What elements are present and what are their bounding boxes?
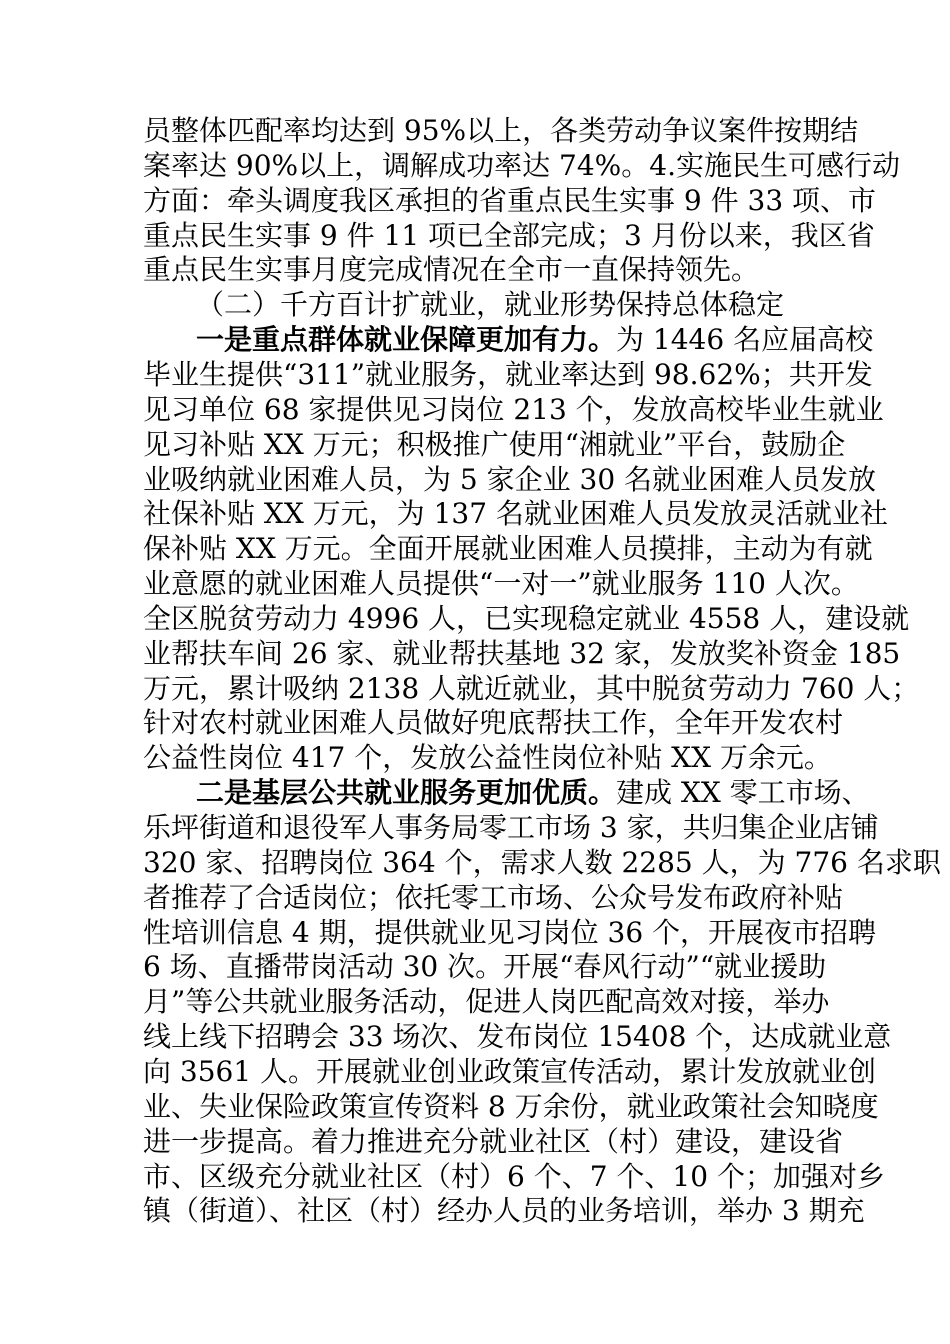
text-line bbox=[196, 322, 874, 358]
text-line bbox=[143, 601, 910, 637]
text-line bbox=[143, 880, 844, 916]
text-line bbox=[143, 566, 859, 602]
text-segment: 案率达 90%以上，调解成功率达 74%。4.实施民生可感行动 bbox=[143, 148, 900, 182]
text-segment: 月”等公共就业服务活动，促进人岗匹配高效对接，举办 bbox=[143, 985, 830, 1019]
text-segment: 重点民生实事 9 件 11 项已全部完成；3 月份以来，我区省 bbox=[143, 218, 875, 252]
text-segment: 毕业生提供“311”就业服务，就业率达到 98.62%；共开发 bbox=[143, 357, 873, 391]
text-line bbox=[143, 1193, 865, 1229]
text-segment: 全区脱贫劳动力 4996 人，已实现稳定就业 4558 人，建设就 bbox=[143, 601, 910, 635]
text-line bbox=[143, 218, 875, 254]
text-line bbox=[143, 113, 859, 149]
bold-lead-phrase: 二是基层公共就业服务更加优质。 bbox=[196, 776, 617, 810]
text-segment: 社保补贴 XX 万元，为 137 名就业困难人员发放灵活就业社 bbox=[143, 497, 888, 531]
text-segment: 公益性岗位 417 个，发放公益性岗位补贴 XX 万余元。 bbox=[143, 741, 832, 775]
text-line bbox=[143, 357, 873, 393]
text-line bbox=[143, 1054, 877, 1090]
text-segment: 镇（街道）、社区（村）经办人员的业务培训，举办 3 期充 bbox=[143, 1194, 865, 1228]
text-segment: 者推荐了合适岗位；依托零工市场、公众号发布政府补贴 bbox=[143, 880, 844, 914]
text-line bbox=[143, 252, 759, 288]
text-segment: 业吸纳就业困难人员，为 5 家企业 30 名就业困难人员发放 bbox=[143, 462, 877, 496]
text-segment: 性培训信息 4 期，提供就业见习岗位 36 个，开展夜市招聘 bbox=[143, 915, 877, 949]
text-line bbox=[143, 531, 873, 567]
text-line bbox=[143, 949, 827, 985]
text-segment: 针对农村就业困难人员做好兜底帮扶工作，全年开发农村 bbox=[143, 706, 844, 740]
text-segment: 6 场、直播带岗活动 30 次。开展“春风行动”“就业援助 bbox=[143, 950, 827, 984]
text-line bbox=[143, 671, 920, 707]
text-segment: 万元，累计吸纳 2138 人就近就业，其中脱贫劳动力 760 人； bbox=[143, 671, 920, 705]
text-segment: 建成 XX 零工市场、 bbox=[616, 776, 870, 810]
text-line bbox=[143, 984, 830, 1020]
text-segment: 向 3561 人。开展就业创业政策宣传活动，累计发放就业创 bbox=[143, 1054, 877, 1088]
text-line bbox=[143, 705, 844, 741]
text-line bbox=[143, 427, 846, 463]
text-line bbox=[143, 1019, 892, 1055]
text-segment: 320 家、招聘岗位 364 个，需求人数 2285 人，为 776 名求职 bbox=[143, 845, 941, 879]
text-segment: 乐坪街道和退役军人事务局零工市场 3 家，共归集企业店铺 bbox=[143, 811, 879, 844]
text-line bbox=[143, 1159, 885, 1195]
bold-lead-phrase: 一是重点群体就业保障更加有力。 bbox=[196, 323, 617, 357]
text-line bbox=[143, 845, 941, 881]
text-line bbox=[143, 148, 900, 184]
text-segment: 为 1446 名应届高校 bbox=[616, 323, 874, 357]
text-segment: 重点民生实事月度完成情况在全市一直保持领先。 bbox=[143, 253, 760, 287]
text-line bbox=[143, 183, 877, 219]
text-line bbox=[143, 915, 877, 951]
text-segment: 方面：牵头调度我区承担的省重点民生实事 9 件 33 项、市 bbox=[143, 183, 877, 217]
text-segment: 业意愿的就业困难人员提供“一对一”就业服务 110 人次。 bbox=[143, 567, 859, 601]
text-segment: 进一步提高。着力推进充分就业社区（村）建设，建设省 bbox=[143, 1124, 844, 1158]
text-segment: 员整体匹配率均达到 95%以上，各类劳动争议案件按期结 bbox=[143, 114, 859, 147]
text-line bbox=[143, 740, 832, 776]
text-segment: 线上线下招聘会 33 场次、发布岗位 15408 个，达成就业意 bbox=[143, 1020, 892, 1054]
text-line bbox=[143, 1089, 879, 1125]
text-line bbox=[143, 810, 879, 846]
text-line bbox=[143, 1124, 844, 1160]
text-segment: 业、失业保险政策宣传资料 8 万余份，就业政策社会知晓度 bbox=[143, 1089, 879, 1123]
text-segment: 见习单位 68 家提供见习岗位 213 个，发放高校毕业生就业 bbox=[143, 392, 884, 426]
text-segment: （二）千方百计扩就业，就业形势保持总体稳定 bbox=[196, 288, 785, 322]
text-segment: 保补贴 XX 万元。全面开展就业困难人员摸排，主动为有就 bbox=[143, 532, 873, 566]
text-line bbox=[196, 775, 870, 811]
text-line bbox=[143, 496, 888, 532]
text-line bbox=[196, 287, 784, 323]
text-segment: 见习补贴 XX 万元；积极推广使用“湘就业”平台，鼓励企 bbox=[143, 427, 846, 461]
text-segment: 市、区级充分就业社区（村）6 个、7 个、10 个；加强对乡 bbox=[143, 1159, 885, 1193]
text-line bbox=[143, 462, 877, 498]
text-line bbox=[143, 636, 901, 672]
text-line bbox=[143, 392, 884, 428]
text-segment: 业帮扶车间 26 家、就业帮扶基地 32 家，发放奖补资金 185 bbox=[143, 636, 901, 670]
